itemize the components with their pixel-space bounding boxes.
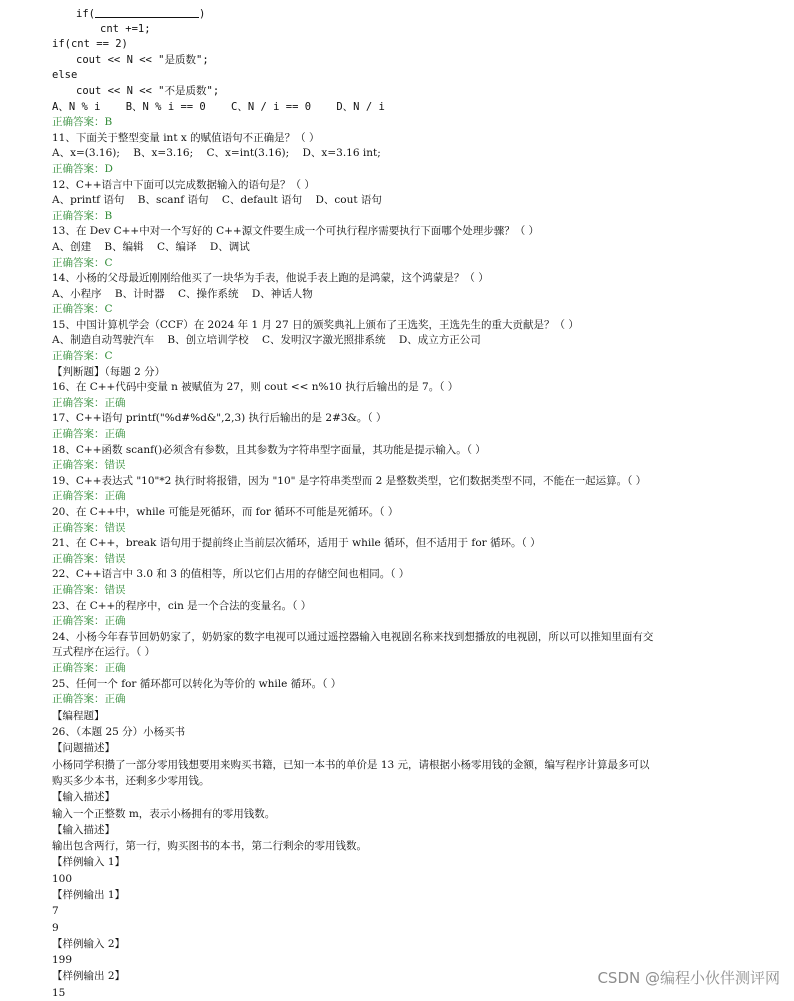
question-20: 20、在 C++中，while 可能是死循环，而 for 循环不可能是死循环。（ ） xyxy=(52,506,399,518)
answer-20: 正确答案：错误 xyxy=(52,521,126,534)
options-11: A、x=(3.16); B、x=3.16; C、x=int(3.16); D、x=3.16 int; xyxy=(52,147,381,160)
answer-13: 正确答案：C xyxy=(52,256,113,269)
answer-23: 正确答案：正确 xyxy=(52,615,126,628)
answer-15: 正确答案：C xyxy=(52,350,113,363)
q10-answer: 正确答案：B xyxy=(52,116,113,129)
question-11: 11、下面关于整型变量 int x 的赋值语句不正确是？（ ） xyxy=(52,131,320,144)
q10-options: A、N % i B、N % i == 0 C、N / i == 0 D、N / i xyxy=(52,100,385,113)
question-12: 12、C++语言中下面可以完成数据输入的语句是？（ ） xyxy=(52,178,315,191)
question-15: 15、中国计算机学会（CCF）在 2024 年 1 月 27 日的颁奖典礼上颁布了王选奖，王选先生的重大贡献是？（ ） xyxy=(52,318,579,331)
code-if-start: if( xyxy=(76,8,95,20)
exam-document xyxy=(52,6,742,1001)
question-23: 23、在 C++的程序中，cin 是一个合法的变量名。（ ） xyxy=(52,599,312,612)
output-desc-heading: 【输入描述】 xyxy=(52,823,115,836)
problem-desc-heading: 【问题描述】 xyxy=(52,742,115,755)
fill-blank xyxy=(95,6,199,18)
answer-24: 正确答案：正确 xyxy=(52,661,126,674)
programming-section-title: 【编程题】 xyxy=(52,709,105,722)
question-13: 13、在 Dev C++中对一个写好的 C++源文件要生成一个可执行程序需要执行下面哪个处理步骤？（ ） xyxy=(52,225,540,238)
options-14: A、小程序 B、计时器 C、操作系统 D、神话人物 xyxy=(52,287,313,300)
question-25: 25、任何一个 for 循环都可以转化为等价的 while 循环。（ ） xyxy=(52,677,342,690)
options-13: A、创建 B、编辑 C、编译 D、调试 xyxy=(52,240,250,253)
sample-output-2: 15 xyxy=(52,986,66,999)
problem-desc-line1: 小杨同学积攒了一部分零用钱想要用来购买书籍，已知一本书的单价是 13 元，请根据小杨零用钱的金额，编写程序计算最多可以 xyxy=(52,758,650,771)
code-line-cout-not-prime: cout << N << "不是质数"; xyxy=(76,84,220,97)
sample-input-2-heading: 【样例输入 2】 xyxy=(52,937,126,950)
question-16: 16、在 C++代码中变量 n 被赋值为 27，则 cout << n%10 执行后输出的是 7。（ ） xyxy=(52,381,459,394)
code-line-else: else xyxy=(52,69,78,82)
problem-desc-line2: 购买多少本书，还剩多少零用钱。 xyxy=(52,774,210,787)
code-if-end: ) xyxy=(198,8,206,20)
question-24-line2: 互式程序在运行。（ ） xyxy=(52,646,156,659)
code-line-if xyxy=(52,6,742,22)
sample-input-1-heading: 【样例输入 1】 xyxy=(52,856,126,869)
question-19: 19、C++表达式 "10"*2 执行时将报错，因为 "10" 是字符串类型而 2 是整数类型，它们数据类型不同，不能在一起运算。（ ） xyxy=(52,474,647,487)
answer-17: 正确答案：正确 xyxy=(52,428,126,441)
answer-11: 正确答案：D xyxy=(52,162,113,175)
answer-19: 正确答案：正确 xyxy=(52,490,126,503)
answer-14: 正确答案：C xyxy=(52,303,113,316)
output-desc: 输出包含两行，第一行，购买图书的本书，第二行剩余的零用钱数。 xyxy=(52,840,367,853)
code-line-if-cnt: if(cnt == 2) xyxy=(52,38,128,51)
answer-18: 正确答案：错误 xyxy=(52,459,126,472)
answer-16: 正确答案：正确 xyxy=(52,396,126,409)
sample-output-1-line1: 7 xyxy=(52,905,59,918)
question-22: 22、C++语言中 3.0 和 3 的值相等，所以它们占用的存储空间也相同。（ ） xyxy=(52,568,410,581)
judge-section-title: 【判断题】（每题 2 分） xyxy=(52,365,166,378)
code-line-cout-prime: cout << N << "是质数"; xyxy=(76,53,209,66)
answer-22: 正确答案：错误 xyxy=(52,583,126,596)
answer-21: 正确答案：错误 xyxy=(52,552,126,565)
code-line-incr: cnt +=1; xyxy=(100,22,151,35)
sample-input-2: 199 xyxy=(52,954,73,967)
sample-input-1: 100 xyxy=(52,872,73,885)
question-18: 18、C++函数 scanf()必须含有参数，且其参数为字符串型字面量，其功能是提示输入。（ ） xyxy=(52,443,486,456)
sample-output-1-line2: 9 xyxy=(52,921,59,934)
question-24-line1: 24、小杨今年春节回奶奶家了，奶奶家的数字电视可以通过遥控器输入电视剧名称来找到想播放的电视剧，所以可以推知里面有交 xyxy=(52,630,654,643)
question-26: 26、（本题 25 分）小杨买书 xyxy=(52,726,186,739)
input-desc: 输入一个正整数 m，表示小杨拥有的零用钱数。 xyxy=(52,807,276,820)
answer-12: 正确答案：B xyxy=(52,209,113,222)
sample-output-1-heading: 【样例输出 1】 xyxy=(52,888,126,901)
input-desc-heading: 【输入描述】 xyxy=(52,791,115,804)
options-15: A、制造自动驾驶汽车 B、创立培训学校 C、发明汉字激光照排系统 D、成立方正公司 xyxy=(52,334,481,347)
answer-25: 正确答案：正确 xyxy=(52,693,126,706)
csdn-watermark: CSDN @编程小伙伴测评网 xyxy=(597,969,780,987)
options-12: A、printf 语句 B、scanf 语句 C、default 语句 D、cout 语句 xyxy=(52,194,382,207)
sample-output-2-heading: 【样例输出 2】 xyxy=(52,970,126,983)
question-21: 21、在 C++，break 语句用于提前终止当前层次循环，适用于 while 循环，但不适用于 for 循环。（ ） xyxy=(52,537,541,550)
question-17: 17、C++语句 printf("%d#%d&",2,3) 执行后输出的是 2#3&。（ ） xyxy=(52,412,387,425)
question-14: 14、小杨的父母最近刚刚给他买了一块华为手表，他说手表上跑的是鸿蒙，这个鸿蒙是？（ ） xyxy=(52,272,489,285)
